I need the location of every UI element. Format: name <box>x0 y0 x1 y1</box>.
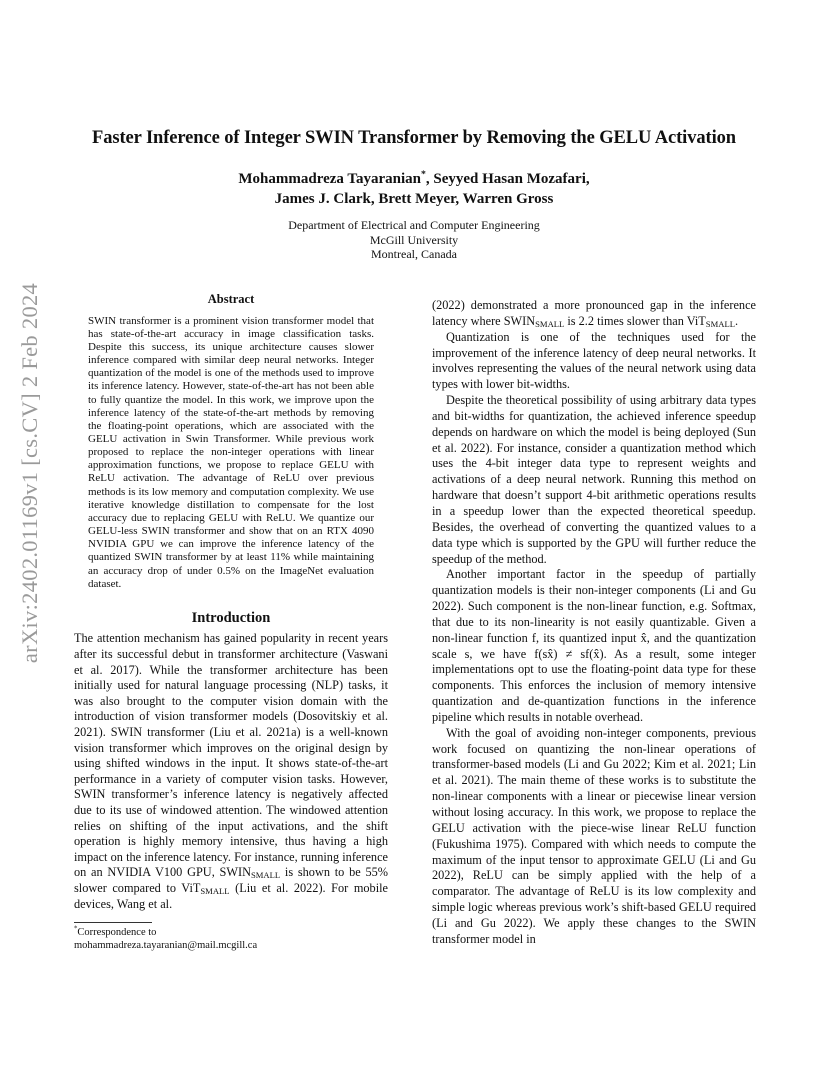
authors-line-2: James J. Clark, Brett Meyer, Warren Gross <box>274 191 554 207</box>
right-paragraph-0-text: (2022) demonstrated a more pronounced gap in the inference latency where SWIN <box>432 298 756 328</box>
footnote-email: mohammadreza.tayaranian@mail.mcgill.ca <box>74 940 258 951</box>
intro-paragraph-1 <box>74 631 388 912</box>
right-paragraph-1: Quantization is one of the techniques used for the improvement of the inference latency of deep neural networks. It involves representing the values of the neural network using data types with lower bit-widths. <box>432 329 756 392</box>
footnote-rule <box>74 922 152 923</box>
footnote-line-1 <box>74 926 257 939</box>
subscript-small: SMALL <box>200 886 230 897</box>
subscript-small: SMALL <box>250 870 281 881</box>
introduction-heading: Introduction <box>191 609 271 626</box>
affiliation-university: McGill University <box>369 232 459 247</box>
author-list <box>60 169 768 209</box>
affiliation <box>60 218 768 262</box>
right-column <box>432 298 756 948</box>
introduction-body <box>74 631 388 912</box>
right-paragraph-0 <box>432 298 756 330</box>
affiliation-location: Montreal, Canada <box>371 247 457 261</box>
right-paragraph-4: With the goal of avoiding non-integer components, previous work focused on quantizing the non-linear operations of transformer-based models (Li and Gu 2022; Kim et al. 2021; Lin et al. 2021). The main theme of these works is to substitute the non-linear components with a linear or piecewise linear version without losing accuracy. In this work, we propose to replace the GELU activation with the piece-wise linear ReLU function (Fukushima 1975). Compared with which needs to compute the maximum of the input tensor to approximate GELU (Li and Gu 2022), ReLU can be simply applied with the help of a comparator. The advantage of ReLU is its low complexity and simple logic whereas previous work’s shift-based GELU required (Li and Gu 2022). We apply these changes to the SWIN transformer model in <box>432 725 756 946</box>
authors-line-1 <box>60 169 768 189</box>
right-paragraph-0-end: . <box>734 313 739 328</box>
intro-paragraph-1-text: The attention mechanism has gained popularity in recent years after its successful debut in transformer architecture (Vaswani et al. 2017). While the transformer architecture has been initially used for natural language processing (NLP) tasks, it was also brought to the computer vision domain with the introduction of vision transformer models (Dosovitskiy et al. 2021). SWIN transformer (Liu et al. 2021a) is a well-known vision transformer which improves on the original design by using shifted windows in the input. It shows state-of-the-art performance in a variety of computer vision tasks. However, SWIN transformer’s inference latency is negatively affected due to its use of windowed attention. The windowed attention relies on shifting of the input activations, and the shift operation is highly memory intensive, thus having a high impact on the inference latency. For instance, running inference on an NVIDIA V100 GPU, SWIN <box>74 631 388 880</box>
corresponding-author: Mohammadreza Tayaranian <box>238 171 422 187</box>
abstract-text: SWIN transformer is a prominent vision transformer model that has state-of-the-art accuracy in image classification tasks. Despite this success, its unique architecture causes slower inference compared with similar deep neural networks. Integer quantization of the model is one of the methods used to improve its inference latency. However, state-of-the-art has not been able to fully quantize the model. In this work, we improve upon the inference latency of the state-of-the-art methods by removing the floating-point operations, which are associated with the GELU activation in Swin Transformer. While previous work proposed to replace the non-integer operations with linear approximation functions, we propose to replace GELU with ReLU activation. The advantage of ReLU over previous methods is its low memory and computation complexity. We use iterative knowledge distillation to compensate for the lost accuracy due to replacing GELU with ReLU. We quantize our GELU-less SWIN transformer and show that on an RTX 4090 NVIDIA GPU we can improve the inference latency of the quantized SWIN transformer by at least 11% while maintaining an accuracy drop of under 0.5% on the ImageNet evaluation dataset. <box>88 314 374 590</box>
subscript-small: SMALL <box>705 318 735 329</box>
footnote-text: Correspondence to <box>77 927 157 938</box>
paper-header <box>60 126 768 262</box>
right-paragraph-2: Despite the theoretical possibility of using arbitrary data types and bit-widths for quantization, the achieved inference speedup depends on hardware on which the model is being deployed (Sun et al. 2022). For instance, consider a quantization method which uses the 4-bit integer data type to represent weights and activations of a deep neural network. Running this method on hardware that doesn’t support 4-bit arithmetic operations results in a speedup lower than the expected theoretical speedup. Besides, the overhead of converting the quantized values to a data type which is supported by the GPU will further reduce the speedup of the method. <box>432 393 756 566</box>
coauthors-line-1: , Seyyed Hasan Mozafari, <box>425 171 590 187</box>
affiliation-department: Department of Electrical and Computer Engineering <box>288 218 540 232</box>
arxiv-identifier: arXiv:2402.01169v1 [cs.CV] 2 Feb 2024 <box>17 282 42 664</box>
left-column <box>74 292 388 912</box>
paper-title: Faster Inference of Integer SWIN Transformer by Removing the GELU Activation <box>92 128 736 148</box>
right-paragraph-3: Another important factor in the speedup of partially quantization models is their non-integer components (Li and Gu 2022). Such component is the non-linear function, e.g. Softmax, that due to its non-linearity is not easily quantizable. Given a non-linear function f, its quantized input x̂, and the quantization scale s, we have f(sx̂) ≠ sf(x̂). As a result, some integer implementations opt to use the floating-point data type for these components. This enforces the inclusion of memory intensive quantization and de-quantization functions in the inference pipeline which results in notable overhead. <box>432 567 756 724</box>
footnote-mark: * <box>74 925 78 933</box>
abstract-heading: Abstract <box>207 292 255 306</box>
right-paragraph-0-mid: is 2.2 times slower than ViT <box>564 313 706 328</box>
intro-paragraph-1-mid: is shown to be 55% slower compared to ViT <box>74 865 388 895</box>
arxiv-sidebar-stamp <box>10 268 50 678</box>
subscript-small: SMALL <box>535 318 565 329</box>
footnote <box>74 926 257 952</box>
intro-paragraph-1-end: (Liu et al. 2022). For mobile devices, Wang et al. <box>74 880 388 911</box>
author-footnote-mark: * <box>421 169 426 180</box>
